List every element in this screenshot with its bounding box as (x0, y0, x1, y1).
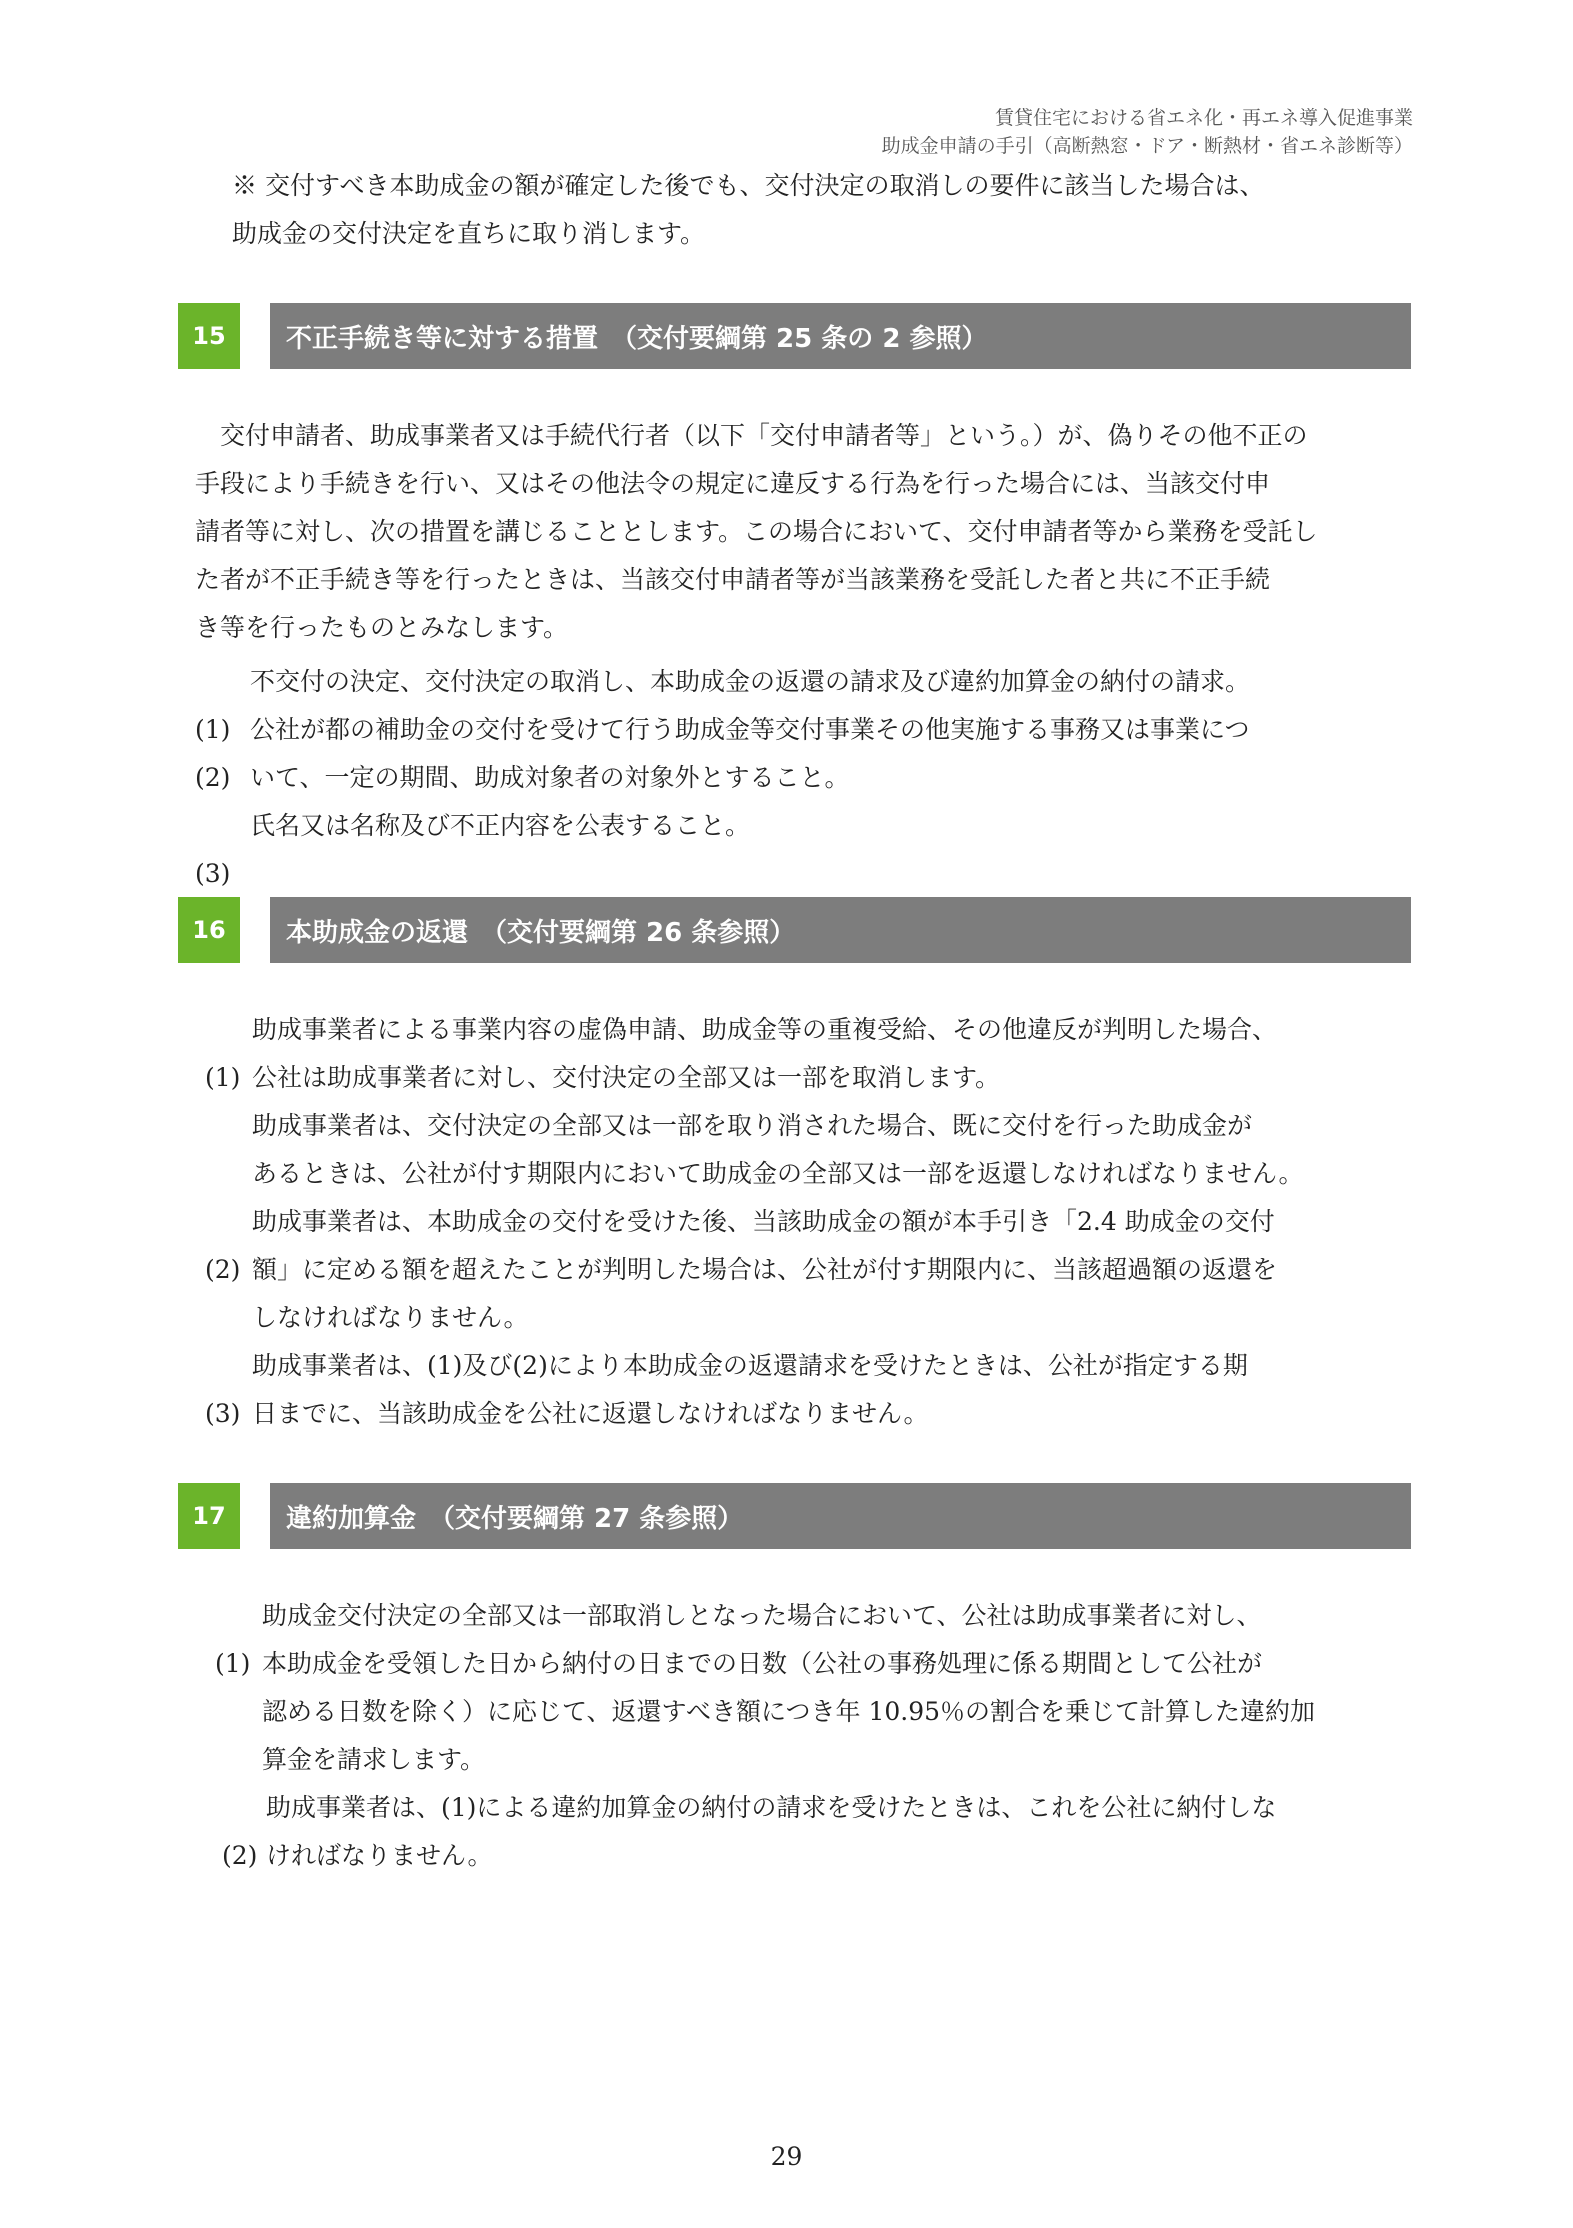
section-16-heading (178, 897, 1411, 963)
section-15-heading (178, 303, 1411, 369)
item-label: (1) (195, 715, 231, 744)
section-number: 15 (178, 303, 240, 369)
item-label: (1) (205, 1063, 241, 1092)
section-title: 違約加算金 （交付要綱第 27 条参照） (270, 1483, 1411, 1549)
list-item (205, 1342, 240, 1438)
list-item-text: 氏名又は名称及び不正内容を公表すること。 (250, 811, 751, 840)
section-title: 本助成金の返還 （交付要綱第 26 条参照） (270, 897, 1411, 963)
list-item-text: 不交付の決定、交付決定の取消し、本助成金の返還の請求及び違約加算金の納付の請求。 (250, 667, 1251, 696)
list-item-text: 助成事業者は、(1)による違約加算金の納付の請求を受けたときは、これを公社に納付しな ければなりません。 (266, 1793, 1277, 1870)
list-item (222, 1784, 257, 1880)
list-item-text: 助成事業者は、(1)及び(2)により本助成金の返還請求を受けたときは、公社が指定する期 日までに、当該助成金を公社に返還しなければなりません。 (252, 1351, 1248, 1428)
list-item (205, 1006, 240, 1102)
list-item (215, 1592, 250, 1688)
section-number: 16 (178, 897, 240, 963)
list-item-text: 助成事業者は、本助成金の交付を受けた後、当該助成金の額が本手引き「2.4 助成金の交付 額」に定める額を超えたことが判明した場合は、公社が付す期限内に、当該超過額の返還を しなければなりません。 (252, 1207, 1278, 1332)
item-label: (3) (195, 859, 231, 888)
section-17-heading (178, 1483, 1411, 1549)
list-item-text: 助成金交付決定の全部又は一部取消しとなった場合において、公社は助成事業者に対し、 本助成金を受領した日から納付の日までの日数（公社の事務処理に係る期間として公社が 認める日数を除く）に応じて、返還すべき額につき年 10.95％の割合を乗じて計算した違約加 算金を請求します。 (262, 1601, 1316, 1774)
note-paragraph: ※ 交付すべき本助成金の額が確定した後でも、交付決定の取消しの要件に該当した場合は、 助成金の交付決定を直ちに取り消します。 (232, 171, 1265, 248)
page-number: 29 (770, 2142, 803, 2171)
item-label: (2) (195, 763, 231, 792)
header-line-1: 賃貸住宅における省エネ化・再エネ導入促進事業 (994, 107, 1413, 129)
section-title: 不正手続き等に対する措置 （交付要綱第 25 条の 2 参照） (270, 303, 1411, 369)
section-number: 17 (178, 1483, 240, 1549)
item-label: (2) (205, 1255, 241, 1284)
list-item (195, 706, 230, 802)
list-item (195, 802, 230, 898)
item-label: (3) (205, 1399, 241, 1428)
item-label: (1) (215, 1649, 251, 1678)
list-item (205, 1198, 240, 1294)
item-label: (2) (222, 1841, 258, 1870)
list-item-text: 公社が都の補助金の交付を受けて行う助成金等交付事業その他実施する事務又は事業につ いて、一定の期間、助成対象者の対象外とすること。 (250, 715, 1250, 792)
section-15-intro: 交付申請者、助成事業者又は手続代行者（以下「交付申請者等」という。）が、偽りその他不正の 手段により手続きを行い、又はその他法令の規定に違反する行為を行った場合には、当該交付申 請者等に対し、次の措置を講じることとします。この場合において、交付申請者等から業務を受託し た者が不正手続き等を行ったときは、当該交付申請者等が当該業務を受託した者と共に不正手続 き等を行ったものとみなします。 (195, 421, 1318, 642)
page-header (882, 104, 1413, 160)
list-item-text: 助成事業者による事業内容の虚偽申請、助成金等の重複受給、その他違反が判明した場合、 公社は助成事業者に対し、交付決定の全部又は一部を取消します。 助成事業者は、交付決定の全部又は一部を取り消された場合、既に交付を行った助成金が あるときは、公社が付す期限内において助成金の全部又は一部を返還しなければなりません。 (252, 1015, 1304, 1188)
header-line-2: 助成金申請の手引（高断熱窓・ドア・断熱材・省エネ診断等） (881, 135, 1413, 157)
